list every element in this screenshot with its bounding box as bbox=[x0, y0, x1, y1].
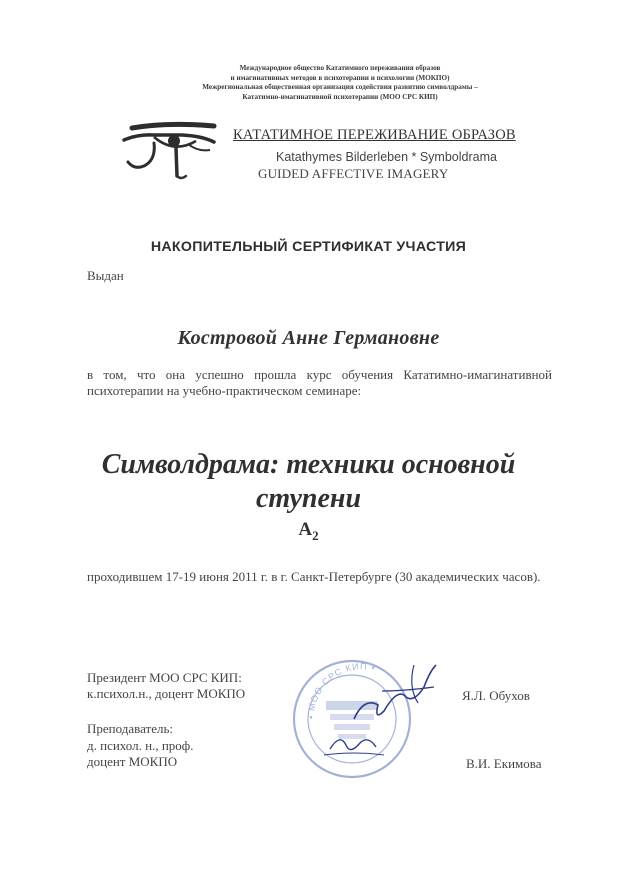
org-line-2: и имагинативных методов в психотерапии и психологии (МОКПО) bbox=[230, 73, 450, 82]
recipient-name: Костровой Анне Германовне bbox=[177, 327, 440, 349]
teacher-role: Преподаватель: bbox=[87, 721, 174, 736]
organization-seal-stamp bbox=[284, 647, 462, 787]
logo-subtitle-german: Katathymes Bilderleben * Symboldrama bbox=[276, 150, 497, 164]
president-name: Я.Л. Обухов bbox=[462, 688, 530, 703]
teacher-credentials-2: доцент МОКПО bbox=[87, 754, 178, 769]
logo-title: КАТАТИМНОЕ ПЕРЕЖИВАНИЕ ОБРАЗОВ bbox=[233, 127, 516, 143]
course-title-line-2: ступени bbox=[255, 483, 362, 514]
org-line-4: Кататимно-имагинативной психотерапии (МОО СРС КИП) bbox=[242, 92, 438, 101]
completion-text: в том, что она успешно прошла курс обучения Кататимно-имагинативной психотерапии на учебно-практическом семинаре: bbox=[87, 367, 552, 398]
logo-subtitle-english: GUIDED AFFECTIVE IMAGERY bbox=[258, 166, 449, 181]
certificate-title: НАКОПИТЕЛЬНЫЙ СЕРТИФИКАТ УЧАСТИЯ bbox=[150, 239, 467, 255]
course-level-index: 2 bbox=[312, 527, 319, 543]
teacher-credentials-1: д. психол. н., проф. bbox=[87, 738, 194, 753]
course-level-letter: А bbox=[298, 519, 313, 540]
organization-header bbox=[120, 64, 560, 102]
president-role: Президент МОО СРС КИП: bbox=[87, 670, 242, 685]
eye-of-horus-icon bbox=[118, 120, 218, 182]
org-line-3: Межрегиональная общественная организация содействия развитию символдрамы – bbox=[202, 83, 478, 92]
president-credentials: к.психол.н., доцент МОКПО bbox=[87, 686, 246, 701]
course-level bbox=[0, 519, 617, 544]
seminar-details: проходившем 17-19 июня 2011 г. в г. Санкт-Петербурге (30 академических часов). bbox=[87, 569, 541, 584]
teacher-name: В.И. Екимова bbox=[466, 756, 542, 771]
course-title bbox=[0, 448, 617, 516]
course-title-line-1: Символдрама: техники основной bbox=[101, 449, 516, 480]
org-line-1: Международное общество Кататимного переживания образов bbox=[239, 64, 441, 72]
issued-label: Выдан bbox=[87, 268, 124, 283]
svg-text:• МОО СРС КИП •: • МОО СРС КИП • bbox=[305, 661, 377, 720]
